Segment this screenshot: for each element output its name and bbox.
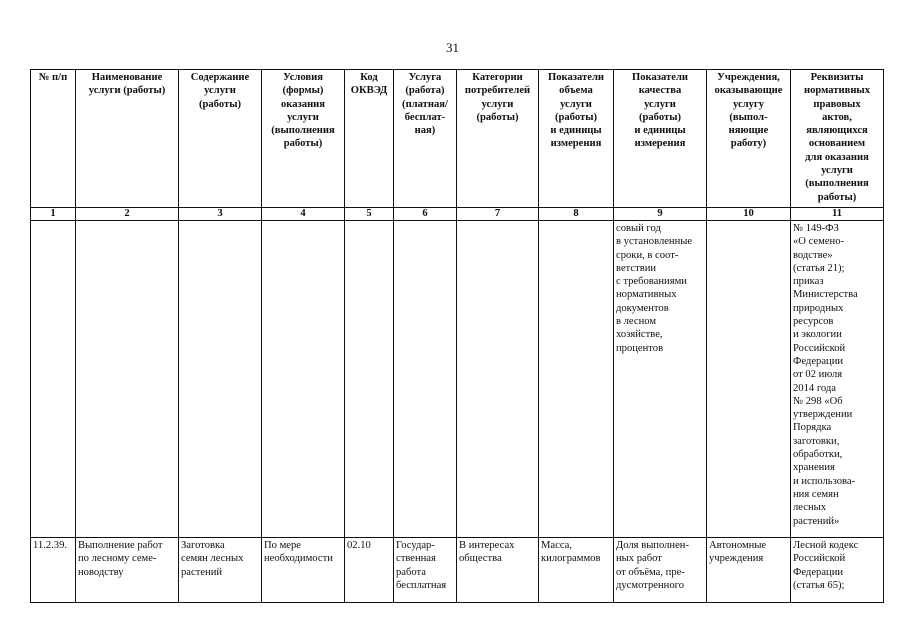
table-cell [394,221,457,538]
header-service-name: Наименование услуги (работы) [76,70,179,208]
header-service-content: Содержание услуги (работы) [179,70,262,208]
okved-code-cell: 02.10 [345,538,394,603]
table-row-continuation [31,221,884,538]
column-number: 5 [345,208,394,221]
header-institutions: Учреждения, оказывающие услугу (выпол- няющие работу) [707,70,791,208]
table-cell [262,221,345,538]
service-name-cell: Выполнение работ по лесному семе- новодству [76,538,179,603]
table-cell [31,221,76,538]
header-okved-code: Код ОКВЭД [345,70,394,208]
table-cell [457,221,539,538]
header-volume-indicators: Показатели объема услуги (работы) и единицы измерения [539,70,614,208]
consumer-categories-cell: В интересах общества [457,538,539,603]
column-number: 10 [707,208,791,221]
header-item-number: № п/п [31,70,76,208]
services-registry-table [30,69,884,603]
item-number-cell: 11.2.39. [31,538,76,603]
table-cell [76,221,179,538]
column-number: 2 [76,208,179,221]
quality-indicators-cell: Доля выполнен- ных работ от объёма, пре- дусмотренного [614,538,707,603]
column-number: 7 [457,208,539,221]
page-number: 31 [446,40,459,55]
column-number: 9 [614,208,707,221]
column-number: 1 [31,208,76,221]
volume-indicators-cell: Масса, килограммов [539,538,614,603]
column-number: 4 [262,208,345,221]
column-number: 11 [791,208,884,221]
column-number: 6 [394,208,457,221]
table-header-row [31,70,884,208]
table-cell [707,221,791,538]
column-number: 8 [539,208,614,221]
legal-acts-cell: Лесной кодекс Российской Федерации (статья 65); [791,538,884,603]
paid-free-cell: Государ- ственная работа бесплатная [394,538,457,603]
legal-acts-cell: № 149-ФЗ «О семено- водстве» (статья 21); приказ Министерства природных ресурсов и экологии Российской Федерации от 02 июля 2014 года № 298 «Об утверждении Порядка заготовки, обработки, хранения и использова- ния семян лесных растений» [791,221,884,538]
header-service-conditions: Условия (формы) оказания услуги (выполнения работы) [262,70,345,208]
service-content-cell: Заготовка семян лесных растений [179,538,262,603]
header-legal-acts: Реквизиты нормативных правовых актов, являющихся основанием для оказания услуги (выполнения работы) [791,70,884,208]
table-cell [345,221,394,538]
column-numbers-row [31,208,884,221]
table-cell [179,221,262,538]
table-row [31,538,884,603]
header-consumer-categories: Категории потребителей услуги (работы) [457,70,539,208]
table-cell [539,221,614,538]
column-number: 3 [179,208,262,221]
quality-indicators-cell: совый год в установленные сроки, в соот- ветствии с требованиями нормативных документов в лесном хозяйстве, процентов [614,221,707,538]
institutions-cell: Автономные учреждения [707,538,791,603]
header-paid-free: Услуга (работа) (платная/ бесплат- ная) [394,70,457,208]
service-conditions-cell: По мере необходимости [262,538,345,603]
header-quality-indicators: Показатели качества услуги (работы) и единицы измерения [614,70,707,208]
